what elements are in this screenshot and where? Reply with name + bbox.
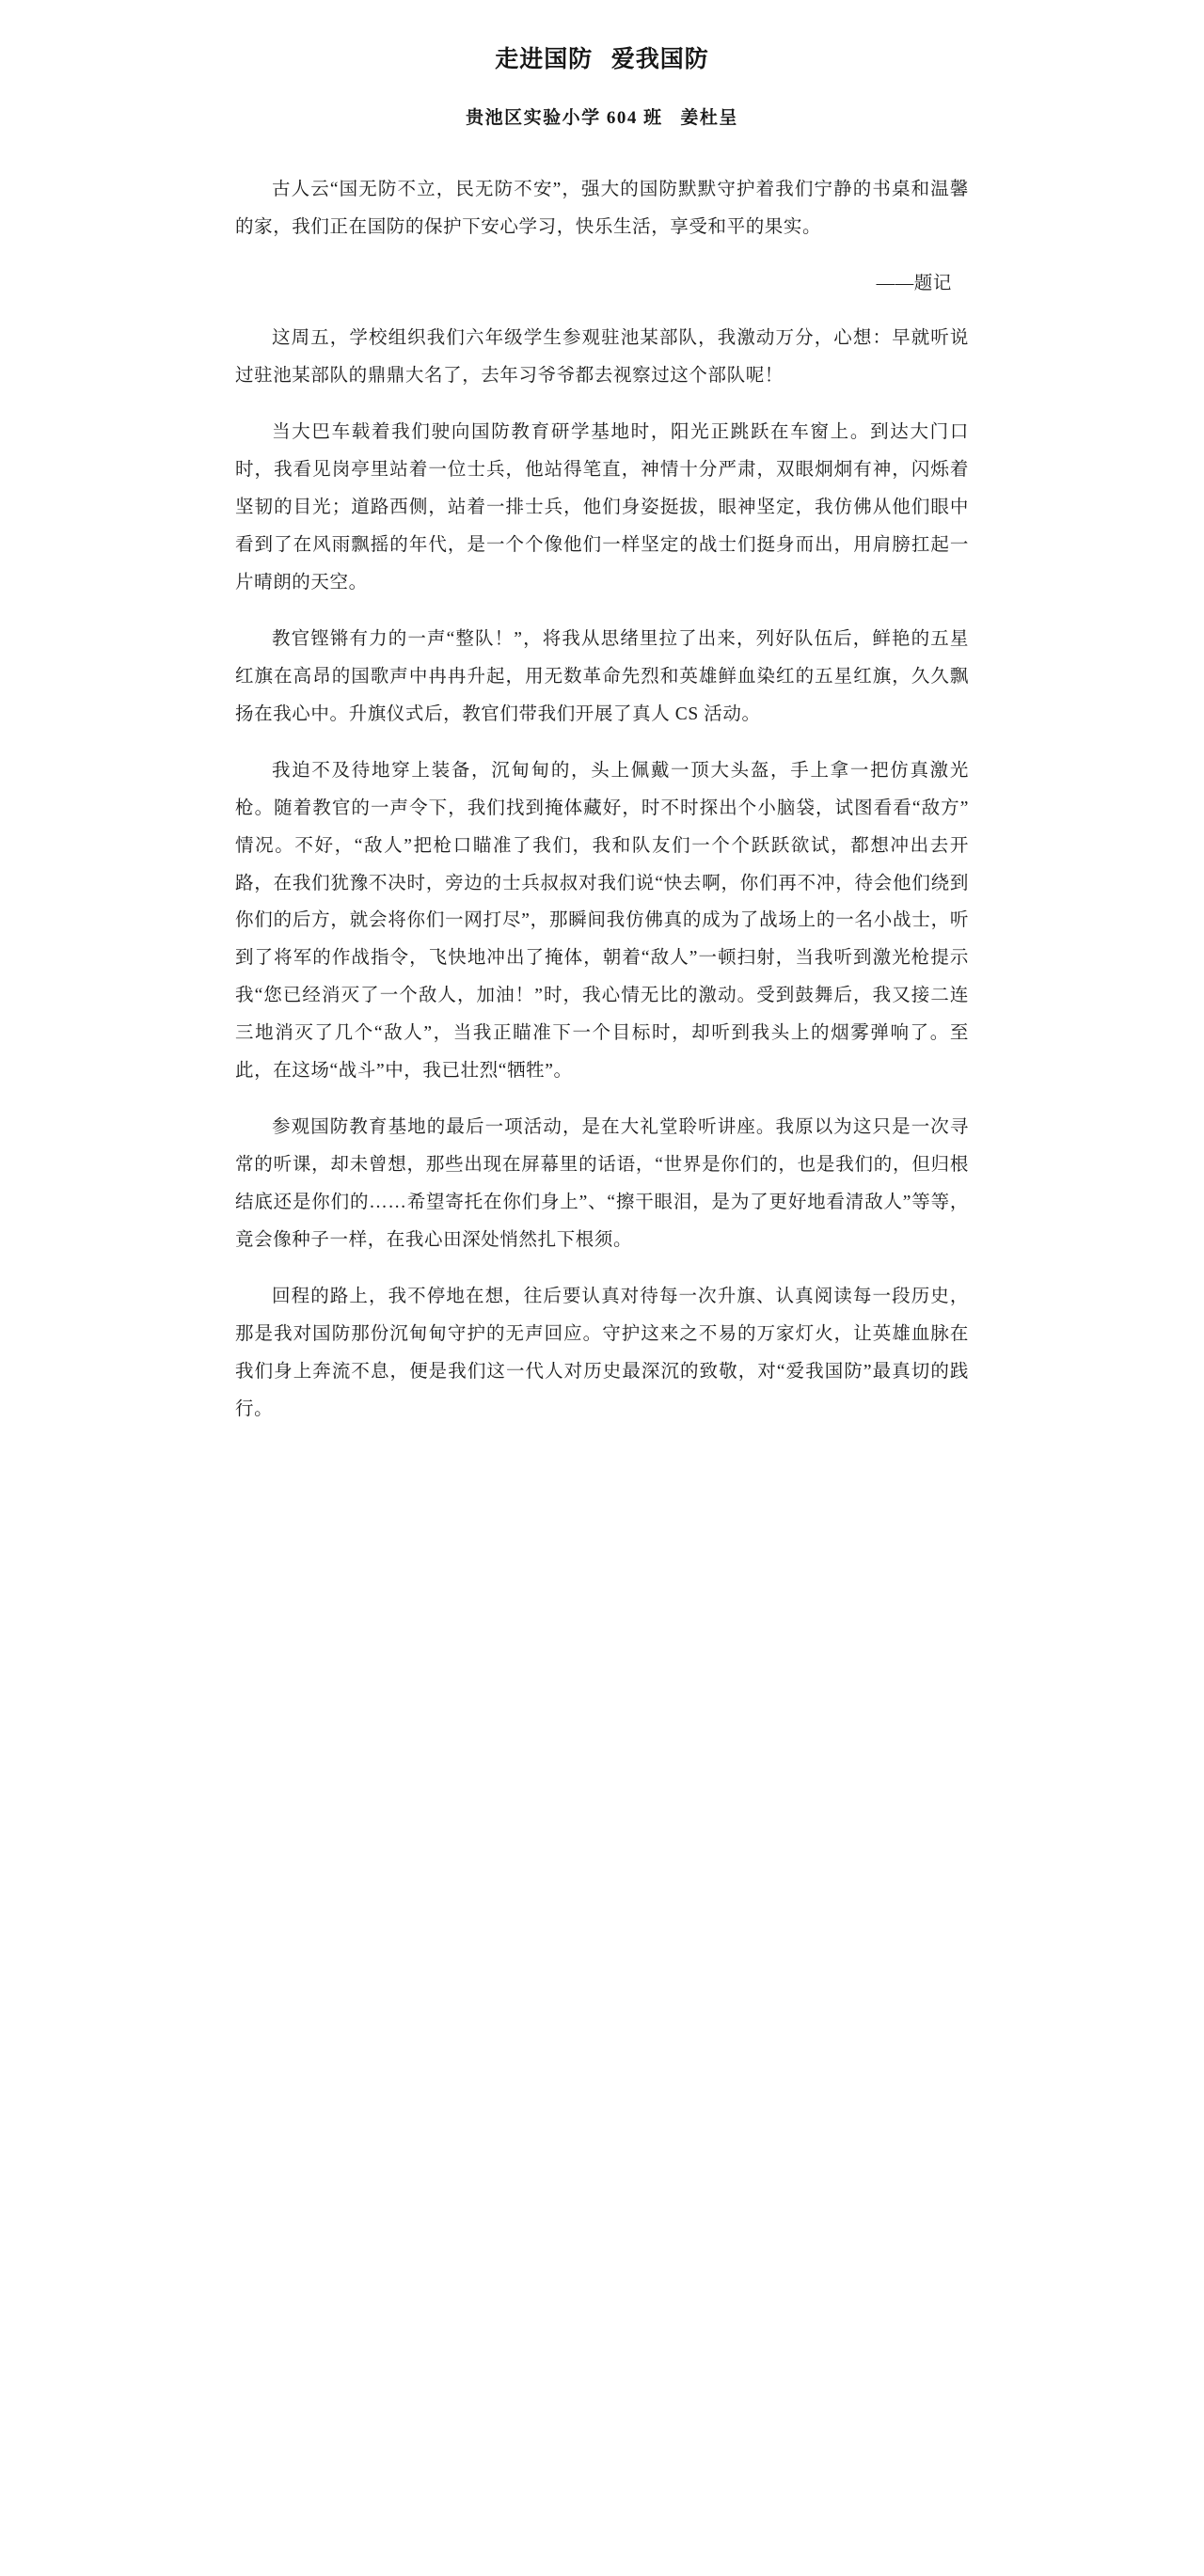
paragraph-flag-raising: 教官铿锵有力的一声“整队！”，将我从思绪里拉了出来，列好队伍后，鲜艳的五星红旗在高昂的国歌声中冉冉升起，用无数革命先烈和英雄鲜血染红的五星红旗，久久飘扬在我心中。升旗仪式后，教官们带我们开展了真人 CS 活动。 [235,628,969,724]
document-content [235,0,969,1429]
essay-body [235,171,969,1429]
paragraph-visit-intro: 这周五，学校组织我们六年级学生参观驻池某部队，我激动万分，心想：早就听说过驻池某部队的鼎鼎大名了，去年习爷爷都去视察过这个部队呢！ [235,327,969,386]
paragraph-epigraph-quote: 古人云“国无防不立，民无防不安”，强大的国防默默守护着我们宁静的书桌和温馨的家，我们正在国防的保护下安心学习，快乐生活，享受和平的果实。 [235,180,969,237]
paragraph-cs-battle: 我迫不及待地穿上装备，沉甸甸的，头上佩戴一顶大头盔，手上拿一把仿真激光枪。随着教官的一声令下，我们找到掩体藏好，时不时探出个小脑袋，试图看看“敌方”情况。不好，“敌人”把枪口瞄准了我们，我和队友们一个个跃跃欲试，都想冲出去开路，在我们犹豫不决时，旁边的士兵叔叔对我们说“快去啊，你们再不冲，待会他们绕到你们的后方，就会将你们一网打尽”，那瞬间我仿佛真的成为了战场上的一名小战士，听到了将军的作战指令，飞快地冲出了掩体，朝着“敌人”一顿扫射，当我听到激光枪提示我“您已经消灭了一个敌人，加油！”时，我心情无比的激动。受到鼓舞后，我又接二连三地消灭了几个“敌人”，当我正瞄准下一个目标时，却听到我头上的烟雾弹响了。至此，在这场“战斗”中，我已壮烈“牺牲”。 [235,760,969,1082]
paragraph-return-reflection: 回程的路上，我不停地在想，往后要认真对待每一次升旗、认真阅读每一段历史，那是我对国防那份沉甸甸守护的无声回应。守护这来之不易的万家灯火，让英雄血脉在我们身上奔流不息，便是我们这一代人对历史最深沉的致敬，对“爱我国防”最真切的践行。 [235,1287,969,1420]
paragraph-lecture: 参观国防教育基地的最后一项活动，是在大礼堂聆听讲座。我原以为这只是一次寻常的听课，却未曾想，那些出现在屏幕里的话语，“世界是你们的，也是我们的，但归根结底还是你们的……希望寄托在你们身上”、“擦干眼泪，是为了更好地看清敌人”等等，竟会像种子一样，在我心田深处悄然扎下根须。 [235,1117,969,1251]
author-byline: 贵池区实验小学 604 班 姜杜呈 [466,107,738,128]
epigraph-label: ——题记 [876,273,952,293]
page-title: 走进国防 爱我国防 [495,45,709,72]
paragraph-arrival: 当大巴车载着我们驶向国防教育研学基地时，阳光正跳跃在车窗上。到达大门口时，我看见岗亭里站着一位士兵，他站得笔直，神情十分严肃，双眼炯炯有神，闪烁着坚韧的目光；道路西侧，站着一排士兵，他们身姿挺拔，眼神坚定，我仿佛从他们眼中看到了在风雨飘摇的年代，是一个个像他们一样坚定的战士们挺身而出，用肩膀扛起一片晴朗的天空。 [235,421,969,593]
